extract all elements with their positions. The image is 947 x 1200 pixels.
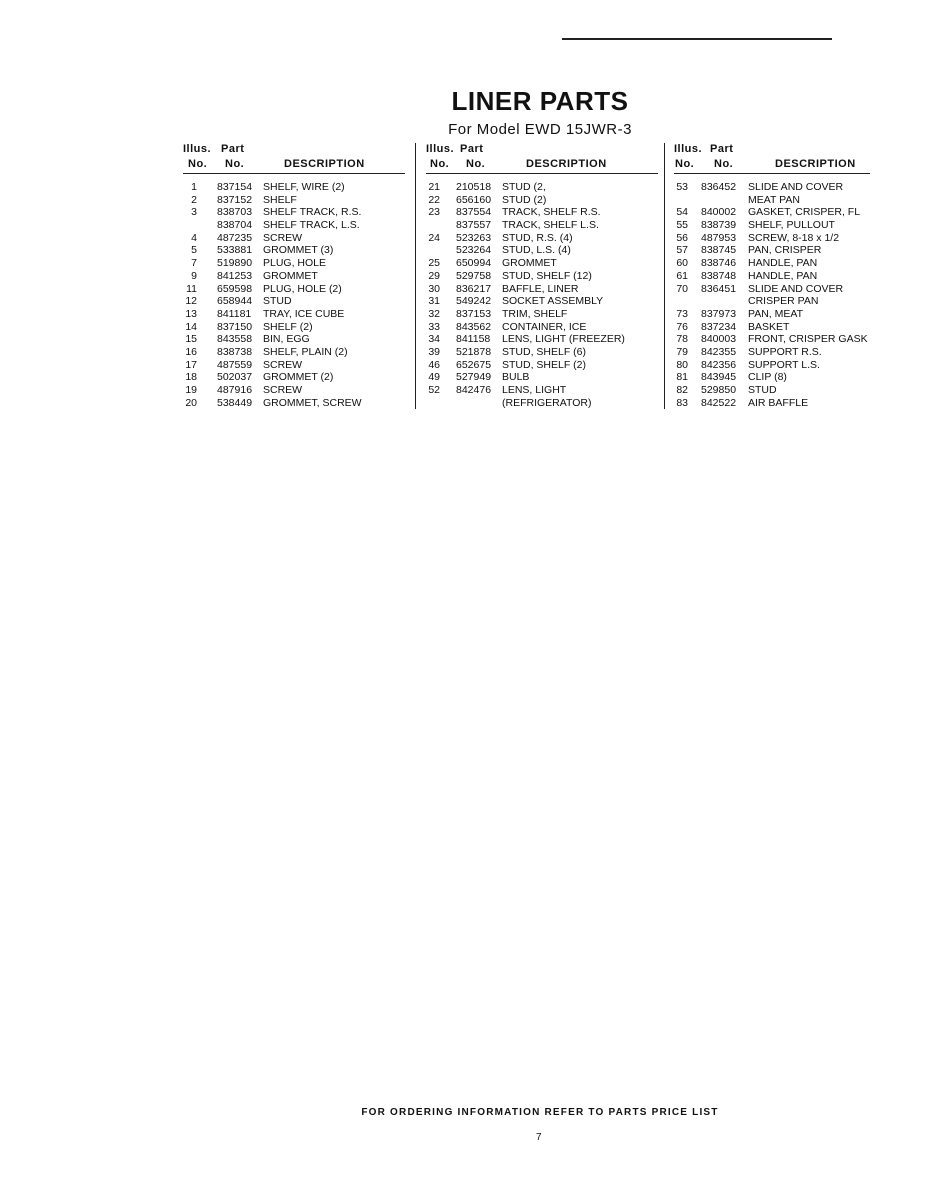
illus-number: 15 (185, 333, 197, 346)
part-description: TRACK, SHELF L.S. (502, 219, 599, 232)
part-description: STUD (2) (502, 193, 547, 206)
page-subtitle: For Model EWD 15JWR-3 (448, 121, 632, 138)
part-number: 842356 (701, 358, 737, 371)
column-divider (664, 143, 665, 409)
part-number: 658944 (217, 295, 253, 308)
top-rule (562, 38, 832, 40)
part-no-header: No. (225, 158, 245, 170)
illus-number: 46 (428, 358, 440, 371)
illus-number: 49 (428, 371, 440, 384)
part-number: 210518 (456, 181, 492, 193)
part-description: PAN, CRISPER (748, 244, 822, 257)
parts-list (183, 174, 405, 409)
table-row (426, 244, 658, 257)
part-description: TRAY, ICE CUBE (263, 307, 345, 320)
part-number: 837153 (456, 307, 492, 320)
illus-number: 82 (676, 384, 688, 396)
table-row (426, 283, 658, 296)
illus-number: 33 (428, 320, 440, 333)
table-row (183, 257, 405, 270)
part-description: AIR BAFFLE (748, 396, 809, 409)
part-description: SCREW, 8-18 x 1/2 (748, 231, 840, 244)
part-number: 841181 (217, 307, 252, 320)
illus-number: 29 (428, 269, 440, 282)
part-description: SHELF TRACK, L.S. (263, 219, 360, 232)
table-row (183, 295, 405, 308)
part-number: 836451 (701, 282, 737, 295)
table-row (183, 194, 405, 207)
part-description: GROMMET, SCREW (263, 396, 362, 409)
description-header: DESCRIPTION (284, 158, 365, 170)
table-row (674, 321, 870, 334)
table-row (426, 181, 658, 194)
illus-number: 25 (428, 257, 440, 270)
column-header (183, 143, 405, 174)
table-row (674, 346, 870, 359)
part-number: 533881 (217, 244, 253, 257)
illus-header: Illus. (674, 143, 703, 155)
illus-number: 3 (191, 206, 197, 219)
part-number: 842355 (701, 345, 737, 358)
table-row (426, 308, 658, 321)
table-row (426, 371, 658, 384)
illus-number: 55 (676, 219, 688, 232)
part-description: SLIDE AND COVER (748, 282, 844, 295)
part-description: PLUG, HOLE (263, 257, 327, 270)
illus-header: Illus. (183, 143, 212, 155)
part-number: 656160 (456, 193, 492, 206)
part-description: LENS, LIGHT (FREEZER) (502, 333, 625, 346)
part-description: SOCKET ASSEMBLY (502, 295, 604, 308)
table-row (183, 371, 405, 384)
illus-number: 22 (428, 193, 440, 206)
illus-number: 76 (676, 320, 688, 333)
part-description: PLUG, HOLE (2) (263, 282, 342, 295)
part-description: GROMMET (3) (263, 244, 334, 257)
part-description: SHELF TRACK, R.S. (263, 206, 362, 219)
part-description: SHELF (2) (263, 320, 313, 333)
illus-number: 20 (185, 396, 197, 409)
part-description: SCREW (263, 384, 303, 396)
part-description: GROMMET (263, 269, 318, 282)
table-row (674, 397, 870, 410)
table-row (426, 257, 658, 270)
part-number: 650994 (456, 257, 492, 270)
table-row (183, 206, 405, 219)
table-row (183, 270, 405, 283)
table-row (674, 219, 870, 232)
part-description: SHELF, PULLOUT (748, 219, 835, 232)
part-description: BASKET (748, 320, 790, 333)
part-no-header: No. (714, 158, 734, 170)
parts-column-1 (183, 143, 405, 409)
table-row (426, 384, 658, 397)
table-row (674, 181, 870, 194)
part-number: 487235 (217, 231, 253, 244)
table-row (183, 384, 405, 397)
part-number: 519890 (217, 257, 253, 270)
illus-number: 17 (185, 358, 197, 371)
part-number: 837150 (217, 320, 253, 333)
table-row (183, 346, 405, 359)
illus-number: 81 (676, 371, 688, 384)
table-row (674, 283, 870, 296)
parts-list (674, 174, 870, 409)
part-description: SUPPORT R.S. (748, 345, 822, 358)
part-description: TRACK, SHELF R.S. (502, 206, 601, 219)
illus-number: 2 (191, 193, 197, 206)
part-number: 836217 (456, 282, 492, 295)
illus-number: 52 (428, 384, 440, 396)
table-row (183, 321, 405, 334)
illus-number: 57 (676, 244, 688, 257)
part-number: 843562 (456, 320, 492, 333)
part-description: FRONT, CRISPER GASK (748, 333, 868, 346)
description-header: DESCRIPTION (526, 158, 607, 170)
column-header (674, 143, 870, 174)
part-number: 842476 (456, 384, 492, 396)
illus-number: 4 (191, 231, 197, 244)
part-number: 538449 (217, 396, 253, 409)
description-header: DESCRIPTION (775, 158, 856, 170)
table-row (426, 333, 658, 346)
illus-number: 78 (676, 333, 688, 346)
illus-number: 12 (185, 295, 197, 308)
part-number: 529758 (456, 269, 492, 282)
part-description: HANDLE, PAN (748, 269, 818, 282)
illus-number: 53 (676, 181, 688, 193)
part-description: (REFRIGERATOR) (502, 396, 592, 409)
part-number: 836452 (701, 181, 737, 193)
part-description: BAFFLE, LINER (502, 282, 579, 295)
part-number: 837152 (217, 193, 253, 206)
part-description: GROMMET (2) (263, 371, 334, 384)
table-row (426, 206, 658, 219)
column-divider (415, 143, 416, 409)
column-header (426, 143, 658, 174)
illus-number: 14 (185, 320, 197, 333)
part-description: GASKET, CRISPER, FL (748, 206, 861, 219)
table-row (674, 333, 870, 346)
illus-number: 34 (428, 333, 440, 346)
part-number: 838739 (701, 219, 737, 232)
part-number: 843945 (701, 371, 737, 384)
illus-number: 61 (676, 269, 688, 282)
part-number: 527949 (456, 371, 492, 384)
part-description: SCREW (263, 231, 303, 244)
illus-number: 18 (185, 371, 197, 384)
part-description: SHELF, PLAIN (2) (263, 345, 348, 358)
part-number: 838704 (217, 219, 253, 232)
part-number: 840003 (701, 333, 737, 346)
part-description: GROMMET (502, 257, 557, 270)
part-number: 487916 (217, 384, 253, 396)
part-description: SHELF, WIRE (2) (263, 181, 345, 193)
part-number: 487559 (217, 358, 253, 371)
part-header: Part (460, 143, 484, 155)
part-description: CRISPER PAN (748, 295, 819, 308)
part-no-header: No. (466, 158, 486, 170)
part-number: 837557 (456, 219, 492, 232)
table-row (674, 359, 870, 372)
illus-no-header: No. (188, 158, 208, 170)
part-description: CLIP (8) (748, 371, 787, 384)
part-number: 837554 (456, 206, 492, 219)
illus-number: 56 (676, 231, 688, 244)
part-number: 523264 (456, 244, 492, 257)
table-row (426, 270, 658, 283)
part-description: STUD, SHELF (2) (502, 358, 587, 371)
illus-number: 60 (676, 257, 688, 270)
part-number: 659598 (217, 282, 253, 295)
illus-number: 21 (428, 181, 440, 193)
illus-number: 30 (428, 282, 440, 295)
illus-number: 19 (185, 384, 197, 396)
table-row (183, 333, 405, 346)
part-description: CONTAINER, ICE (502, 320, 587, 333)
table-row (674, 308, 870, 321)
page-title: LINER PARTS (451, 86, 629, 116)
table-row (674, 257, 870, 270)
part-description: TRIM, SHELF (502, 307, 568, 320)
illus-number: 80 (676, 358, 688, 371)
illus-number: 1 (191, 181, 197, 193)
part-description: STUD, R.S. (4) (502, 231, 573, 244)
table-row (183, 181, 405, 194)
illus-number: 31 (428, 295, 440, 308)
table-row (674, 244, 870, 257)
illus-number: 11 (186, 282, 197, 295)
table-row (183, 283, 405, 296)
part-description: BIN, EGG (263, 333, 310, 346)
illus-no-header: No. (430, 158, 450, 170)
part-description: LENS, LIGHT (502, 384, 567, 396)
table-row (426, 194, 658, 207)
part-description: STUD (748, 384, 777, 396)
illus-number: 5 (191, 244, 197, 257)
part-number: 840002 (701, 206, 737, 219)
table-row (426, 321, 658, 334)
part-description: MEAT PAN (748, 193, 800, 206)
page-number: 7 (536, 1132, 542, 1143)
part-number: 523263 (456, 231, 492, 244)
part-number: 521878 (456, 345, 492, 358)
part-number: 841253 (217, 269, 253, 282)
table-row (183, 232, 405, 245)
illus-number: 73 (676, 307, 688, 320)
table-row (183, 308, 405, 321)
part-description: HANDLE, PAN (748, 257, 818, 270)
part-number: 838745 (701, 244, 737, 257)
illus-number: 39 (428, 345, 440, 358)
table-row (674, 194, 870, 207)
illus-number: 16 (185, 345, 197, 358)
part-description: STUD (263, 295, 292, 308)
part-description: SUPPORT L.S. (748, 358, 820, 371)
illus-number: 32 (428, 307, 440, 320)
illus-number: 79 (676, 345, 688, 358)
part-number: 837234 (701, 320, 737, 333)
table-row (674, 270, 870, 283)
part-number: 838738 (217, 345, 253, 358)
part-description: STUD (2, (502, 181, 546, 193)
parts-column-3 (674, 143, 870, 409)
table-row (674, 371, 870, 384)
part-description: SLIDE AND COVER (748, 181, 844, 193)
part-number: 842522 (701, 396, 737, 409)
part-number: 487953 (701, 231, 737, 244)
part-header: Part (221, 143, 245, 155)
illus-number: 70 (676, 282, 688, 295)
table-row (674, 384, 870, 397)
illus-number: 23 (428, 206, 440, 219)
table-row (426, 232, 658, 245)
illus-number: 83 (676, 396, 688, 409)
table-row (426, 397, 658, 410)
part-description: STUD, SHELF (12) (502, 269, 592, 282)
ordering-footer: FOR ORDERING INFORMATION REFER TO PARTS PRICE LIST (361, 1107, 719, 1118)
part-number: 529850 (701, 384, 737, 396)
part-number: 837973 (701, 307, 737, 320)
part-number: 502037 (217, 371, 253, 384)
illus-number: 54 (676, 206, 688, 219)
table-row (674, 295, 870, 308)
illus-number: 9 (191, 269, 197, 282)
part-number: 837154 (217, 181, 253, 193)
part-header: Part (710, 143, 734, 155)
part-description: BULB (502, 371, 530, 384)
parts-column-2 (426, 143, 658, 409)
table-row (183, 219, 405, 232)
part-description: SHELF (263, 193, 297, 206)
table-row (426, 219, 658, 232)
table-row (183, 359, 405, 372)
part-number: 838748 (701, 269, 737, 282)
table-row (183, 397, 405, 410)
part-number: 843558 (217, 333, 253, 346)
table-row (674, 206, 870, 219)
illus-no-header: No. (675, 158, 695, 170)
part-description: STUD, SHELF (6) (502, 345, 587, 358)
illus-header: Illus. (426, 143, 455, 155)
illus-number: 13 (185, 307, 197, 320)
table-row (426, 359, 658, 372)
illus-number: 24 (428, 231, 440, 244)
part-number: 652675 (456, 358, 492, 371)
illus-number: 7 (191, 257, 197, 270)
part-number: 838746 (701, 257, 737, 270)
table-row (426, 295, 658, 308)
part-description: PAN, MEAT (748, 307, 804, 320)
table-row (426, 346, 658, 359)
part-description: STUD, L.S. (4) (502, 244, 571, 257)
parts-list (426, 174, 658, 409)
table-row (183, 244, 405, 257)
part-number: 549242 (456, 295, 492, 308)
part-number: 841158 (456, 333, 491, 346)
part-description: SCREW (263, 358, 303, 371)
part-number: 838703 (217, 206, 253, 219)
table-row (674, 232, 870, 245)
